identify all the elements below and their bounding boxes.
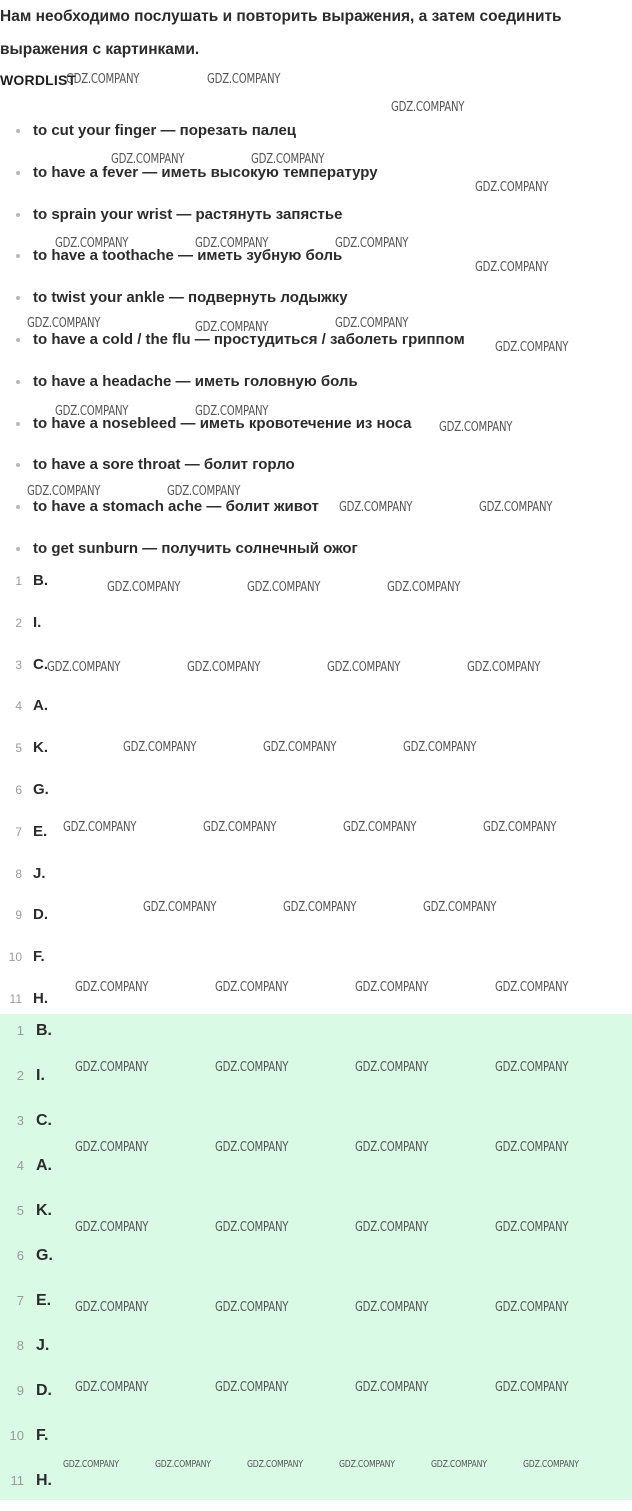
watermark-text: GDZ.COMPANY [66,72,140,87]
watermark-text: GDZ.COMPANY [195,404,269,419]
watermark-text: GDZ.COMPANY [63,1459,119,1470]
instructions [0,0,632,66]
watermark-text: GDZ.COMPANY [247,1459,303,1470]
watermark-text: GDZ.COMPANY [207,72,281,87]
watermark-text: GDZ.COMPANY [467,660,541,675]
watermark-text: GDZ.COMPANY [495,1060,569,1075]
watermark-text: GDZ.COMPANY [55,236,129,251]
answer-letter: J. [33,864,46,882]
watermark-text: GDZ.COMPANY [111,152,185,167]
answer-number: 7 [15,824,22,839]
watermark-text: GDZ.COMPANY [251,152,325,167]
watermark-text: GDZ.COMPANY [327,660,401,675]
bullet-icon [16,296,20,300]
answer-number: 9 [16,1383,24,1398]
instructions-line-1: Нам необходимо послушать и повторить выражения, а затем соединить [0,8,562,25]
watermark-text: GDZ.COMPANY [475,180,549,195]
answer-number: 11 [9,991,22,1006]
answer-letter: A. [36,1157,52,1174]
answer-number: 1 [15,574,22,588]
watermark-text: GDZ.COMPANY [167,484,241,499]
wordlist-item: to have a nosebleed — иметь кровотечение из носа [0,409,632,451]
watermark-text: GDZ.COMPANY [483,820,557,835]
watermark-text: GDZ.COMPANY [263,740,337,755]
answer-letter: K. [36,1202,52,1219]
watermark-text: GDZ.COMPANY [495,980,569,995]
wordlist-item: to have a fever — иметь высокую температуру [0,158,632,200]
watermark-text: GDZ.COMPANY [75,1140,149,1155]
watermark-text: GDZ.COMPANY [387,580,461,595]
answer-letter: B. [33,572,48,589]
watermark-text: GDZ.COMPANY [523,1459,579,1470]
answer-number: 8 [15,866,22,881]
watermark-text: GDZ.COMPANY [475,260,549,275]
watermark-text: GDZ.COMPANY [215,1060,289,1075]
watermark-text: GDZ.COMPANY [355,980,429,995]
watermark-text: GDZ.COMPANY [143,900,217,915]
answer-letter: E. [33,822,48,840]
watermark-text: GDZ.COMPANY [215,980,289,995]
watermark-text: GDZ.COMPANY [215,1300,289,1315]
bullet-icon [16,171,20,175]
watermark-text: GDZ.COMPANY [403,740,477,755]
watermark-text: GDZ.COMPANY [215,1140,289,1155]
answer-number: 11 [10,1473,24,1488]
watermark-text: GDZ.COMPANY [423,900,497,915]
watermark-text: GDZ.COMPANY [75,980,149,995]
wordlist-item: to have a stomach ache — болит живот [0,492,632,534]
bullet-icon [16,380,20,384]
watermark-text: GDZ.COMPANY [495,1380,569,1395]
answer-letter: F. [33,948,45,966]
instructions-line-2: выражения с картинками. [0,41,200,58]
answer-letter: I. [33,613,42,631]
watermark-text: GDZ.COMPANY [247,580,321,595]
answer-letter: E. [36,1292,52,1309]
watermark-text: GDZ.COMPANY [195,236,269,251]
wordlist-heading: WORDLIST [0,72,77,88]
answer-letter: H. [36,1472,52,1489]
watermark-text: GDZ.COMPANY [355,1060,429,1075]
answer-number: 1 [16,1023,24,1038]
watermark-text: GDZ.COMPANY [355,1220,429,1235]
answer-letter: A. [33,697,48,715]
answer-number: 7 [16,1293,24,1308]
answer-letter: B. [36,1022,52,1039]
answer-number: 10 [8,950,22,965]
answer-letter: H. [33,989,48,1007]
bullet-icon [16,254,20,258]
wordlist-item: to have a sore throat — болит горло [0,450,632,492]
watermark-text: GDZ.COMPANY [203,820,277,835]
bullet-icon [16,338,20,342]
watermark-text: GDZ.COMPANY [75,1220,149,1235]
watermark-text: GDZ.COMPANY [495,1140,569,1155]
wordlist-item: to have a toothache — иметь зубную боль [0,241,632,283]
watermark-text: GDZ.COMPANY [55,404,129,419]
answer-letter: I. [36,1067,45,1084]
answer-letter: C. [33,655,48,673]
bullet-icon [16,422,20,426]
watermark-text: GDZ.COMPANY [339,1459,395,1470]
watermark-text: GDZ.COMPANY [75,1300,149,1315]
answer-number: 5 [16,1203,24,1218]
watermark-text: GDZ.COMPANY [215,1220,289,1235]
watermark-text: GDZ.COMPANY [75,1060,149,1075]
answer-number: 3 [16,1113,24,1128]
watermark-text: GDZ.COMPANY [479,500,553,515]
wordlist-item: to have a cold / the flu — простудиться / заболеть гриппом [0,325,632,367]
bullet-icon [16,129,20,133]
wordlist-item: to sprain your wrist — растянуть запястье [0,200,632,242]
highlighted-answer-panel [0,1014,632,1500]
watermark-text: GDZ.COMPANY [355,1380,429,1395]
wordlist-item: to have a headache — иметь головную боль [0,367,632,409]
watermark-text: GDZ.COMPANY [123,740,197,755]
watermark-text: GDZ.COMPANY [215,1380,289,1395]
watermark-text: GDZ.COMPANY [495,1220,569,1235]
answer-number: 2 [16,1068,24,1083]
answer-number: 6 [15,782,22,797]
answer-number: 8 [16,1338,24,1353]
watermark-text: GDZ.COMPANY [27,316,101,331]
watermark-text: GDZ.COMPANY [355,1140,429,1155]
watermark-text: GDZ.COMPANY [47,660,121,675]
wordlist-item: to cut your finger — порезать палец [0,116,632,158]
watermark-text: GDZ.COMPANY [187,660,261,675]
watermark-text: GDZ.COMPANY [439,420,513,435]
watermark-text: GDZ.COMPANY [355,1300,429,1315]
answer-number: 5 [15,741,22,756]
watermark-text: GDZ.COMPANY [283,900,357,915]
watermark-text: GDZ.COMPANY [339,500,413,515]
answer-letter: G. [36,1247,53,1264]
answer-letter: F. [36,1427,49,1444]
bullet-icon [16,213,20,217]
watermark-text: GDZ.COMPANY [391,100,465,115]
answer-letter: G. [33,780,49,798]
bullet-icon [16,463,20,467]
watermark-text: GDZ.COMPANY [431,1459,487,1470]
watermark-text: GDZ.COMPANY [343,820,417,835]
bullet-icon [16,547,20,551]
answer-number: 10 [9,1428,24,1443]
answer-number: 6 [16,1248,24,1263]
answer-letter: C. [36,1112,52,1129]
watermark-text: GDZ.COMPANY [155,1459,211,1470]
wordlist-item: to twist your ankle — подвернуть лодыжку [0,283,632,325]
watermark-text: GDZ.COMPANY [63,820,137,835]
watermark-text: GDZ.COMPANY [495,340,569,355]
watermark-text: GDZ.COMPANY [195,320,269,335]
answer-number: 3 [15,657,22,672]
answer-number: 9 [15,908,22,923]
watermark-text: GDZ.COMPANY [495,1300,569,1315]
watermark-text: GDZ.COMPANY [27,484,101,499]
answer-number: 2 [15,615,22,630]
watermark-text: GDZ.COMPANY [107,580,181,595]
bullet-icon [16,505,20,509]
wordlist-item: to get sunburn — получить солнечный ожог [0,534,632,576]
watermark-text: GDZ.COMPANY [335,236,409,251]
answer-letter: J. [36,1337,50,1354]
answer-letter: K. [33,739,48,757]
watermark-text: GDZ.COMPANY [75,1380,149,1395]
answer-letter: D. [36,1382,52,1399]
answer-number: 4 [15,699,22,714]
watermark-text: GDZ.COMPANY [335,316,409,331]
wordlist [0,116,632,576]
answer-number: 4 [16,1158,24,1173]
answer-letter: D. [33,906,48,924]
